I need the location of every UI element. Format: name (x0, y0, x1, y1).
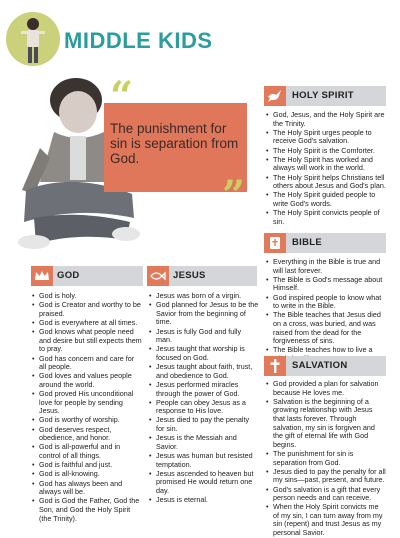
list-item: • God is God the Father, God the Son, and God the Holy Spirit (the Trinity). (32, 497, 143, 523)
list-item: • Jesus is fully God and fully man. (149, 328, 259, 345)
jesus-title: JESUS (173, 270, 206, 281)
bible-title: BIBLE (292, 237, 322, 248)
list-item: • Jesus performed miracles through the power of God. (149, 381, 259, 398)
list-item: • God provided a plan for salvation because He loves me. (266, 380, 386, 397)
list-item: • The Holy Spirit urges people to receive God's salvation. (266, 129, 386, 146)
list-item: • The Holy Spirit is the Comforter. (266, 147, 386, 156)
list-item: • Jesus died to pay the penalty for all my sins—past, present, and future. (266, 468, 386, 485)
list-item: • God is faithful and just. (32, 461, 143, 470)
list-item: • Jesus is eternal. (149, 496, 259, 505)
list-item: • Jesus is the Messiah and Savior. (149, 434, 259, 451)
holy-spirit-title: HOLY SPIRIT (292, 90, 354, 101)
list-item: • God inspired people to know what to write in the Bible. (266, 294, 386, 311)
crown-icon (31, 266, 53, 286)
list-item: • God has concern and care for all people. (32, 355, 143, 372)
page-title: MIDDLE KIDS (64, 28, 213, 53)
list-item: • God knows what people need and desire but still expects them to pray. (32, 328, 143, 354)
list-item: • God's salvation is a gift that every person needs and can receive. (266, 486, 386, 503)
list-item: • God is all-knowing. (32, 470, 143, 479)
list-item: • God is all-powerful and in control of all things. (32, 443, 143, 460)
list-item: • The punishment for sin is separation from God. (266, 450, 386, 467)
list-item: • Jesus died to pay the penalty for sin. (149, 416, 259, 433)
list-item: • Salvation is the beginning of a growing relationship with Jesus that lasts forever. Through salvation, my sin is forgiven and the gift of eternal life with God begins. (266, 398, 386, 450)
list-item: • God, Jesus, and the Holy Spirit are the Trinity. (266, 111, 386, 128)
list-item: • Jesus ascended to heaven but promised He would return one day. (149, 470, 259, 496)
list-item: • Jesus taught that worship is focused on God. (149, 345, 259, 362)
list-item: • God planned for Jesus to be the Savior from the beginning of time. (149, 301, 259, 327)
list-item: • God has always been and always will be. (32, 480, 143, 497)
list-item: • Jesus taught about faith, trust, and obedience to God. (149, 363, 259, 380)
list-item: • God proved His unconditional love for people by sending Jesus. (32, 390, 143, 416)
holy-spirit-list (266, 111, 386, 227)
list-item: • The Bible is God's message about Himself. (266, 276, 386, 293)
list-item: • God is Creator and worthy to be praised. (32, 301, 143, 318)
list-item: • God is holy. (32, 292, 143, 301)
list-item: • God deserves respect, obedience, and honor. (32, 426, 143, 443)
list-item: • The Bible teaches how to live a (266, 346, 386, 363)
list-item: • The Holy Spirit guided people to write God's words. (266, 191, 386, 208)
salvation-title: SALVATION (292, 360, 348, 371)
list-item: • When the Holy Spirit convicts me of my sin, I can turn away from my sin (repent) and trust Jesus as my personal Savior. (266, 503, 386, 537)
close-quote-icon: ” (222, 172, 246, 219)
dove-icon (264, 86, 286, 106)
open-quote-icon: “ (110, 73, 134, 120)
salvation-list (266, 380, 386, 538)
list-item: • Jesus was born of a virgin. (149, 292, 259, 301)
hero-quote: The punishment for sin is separation from God. (110, 121, 239, 166)
list-item: • God is worthy of worship. (32, 416, 143, 425)
bible-list (266, 258, 386, 364)
jesus-list (149, 292, 259, 505)
list-item: • God loves and values people around the world. (32, 372, 143, 389)
list-item: • The Holy Spirit convicts people of sin. (266, 209, 386, 226)
list-item: • The Holy Spirit helps Christians tell others about Jesus and God's plan. (266, 174, 386, 191)
bible-book-icon (264, 233, 286, 253)
list-item: • People can obey Jesus as a response to His love. (149, 399, 259, 416)
list-item: • The Holy Spirit has worked and always will work in the world. (266, 156, 386, 173)
list-item: • Jesus was human but resisted temptation. (149, 452, 259, 469)
fish-icon (147, 266, 169, 286)
kid-logo-badge (6, 12, 60, 66)
list-item: • God is everywhere at all times. (32, 319, 143, 328)
list-item: • The Bible teaches that Jesus died on a cross, was buried, and was raised from the dead for the forgiveness of sins. (266, 311, 386, 345)
god-list (32, 292, 143, 524)
kid-figure-icon (6, 12, 60, 66)
god-title: GOD (57, 270, 80, 281)
list-item: • Everything in the Bible is true and will last forever. (266, 258, 386, 275)
cross-icon (264, 356, 286, 376)
